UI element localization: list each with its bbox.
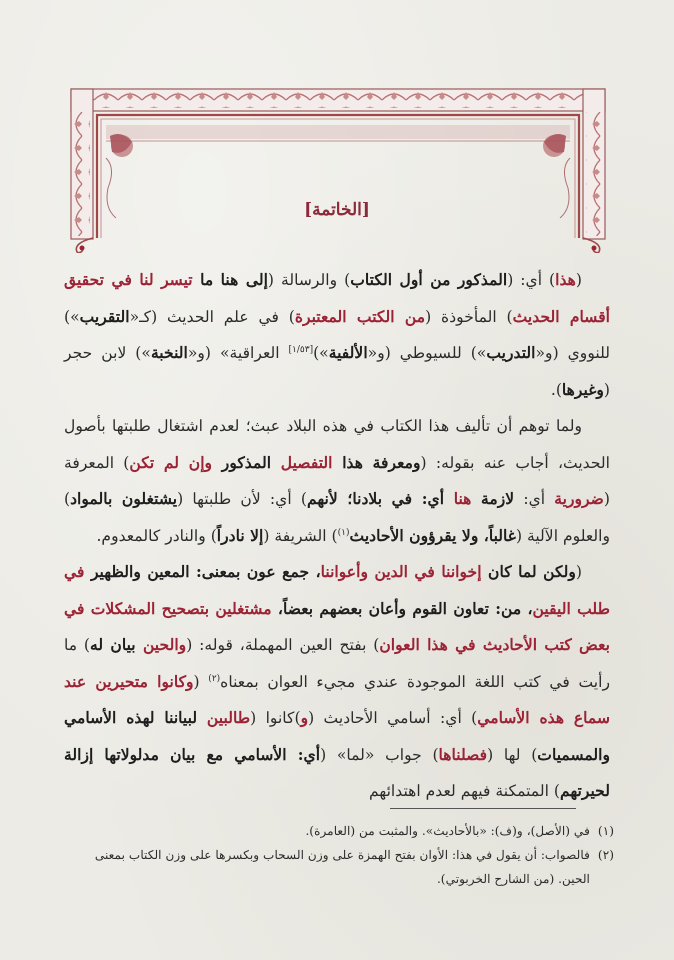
footnotes (70, 819, 614, 891)
text-run: و (300, 708, 309, 727)
text-run: )كانوا ( (250, 709, 301, 727)
text-run: ) المتمكنة فيهم لعدم اهتدائهم (369, 782, 560, 800)
text-run: بيان له (90, 635, 143, 654)
text-run: طالبين (206, 708, 251, 727)
text-run: المذكور من أول الكتاب (350, 270, 508, 289)
text-run: ضرورية (554, 489, 604, 508)
ornament-border-icon (70, 88, 606, 253)
text-run: وغيرها (561, 379, 604, 399)
text-run: وإن لم تكن (129, 452, 213, 472)
text-run: ») لابن حجر ( (64, 344, 610, 399)
footnote-1 (70, 819, 614, 843)
footnote-reference: [١/٥٣] (288, 344, 314, 355)
text-run: ( (575, 271, 582, 289)
text-run: ، جمع عون بمعنى: المعين والظهير (84, 562, 321, 581)
text-run: ) المعرفة ( (64, 453, 610, 508)
body-text (64, 262, 610, 810)
text-run: إلا نادراً (216, 525, 264, 545)
text-run: ( (193, 672, 209, 691)
footnote-reference: (٢) (208, 673, 221, 684)
paragraph-1 (64, 262, 610, 408)
text-run: غالباً، ولا يقرؤون الأحاديث (349, 525, 516, 545)
text-run: أي: الأسامي مع بيان مدلولاتها إزالة لحيرتهم (64, 744, 610, 800)
text-run: متحيرين (95, 671, 148, 691)
text-run: ) والنادر كالمعدوم. (96, 526, 217, 545)
text-run: الألفية (328, 343, 368, 362)
text-run: مشتغلين بتصحيح المشكلات في بعض كتب الأحاديث في هذا العوان (64, 598, 611, 654)
text-run: ) والرسالة ( (267, 271, 351, 289)
text-run: ) المأخوذة ( (425, 307, 513, 326)
text-run: ) جواب «لما» ( (320, 745, 439, 764)
text-run: ) بفتح العين المهملة، قوله: ( (186, 636, 380, 654)
text-run: ») للسيوطي (و« (367, 344, 487, 362)
text-run: لازمة (471, 489, 515, 508)
text-run: ومعرفة هذا (332, 452, 421, 472)
paragraph-2 (64, 408, 610, 554)
footnote-separator (390, 808, 576, 809)
text-run: وكانوا (147, 671, 194, 691)
footnote-number: (٢) (597, 848, 614, 862)
footnote-text: فالصواب: أن يقول في هذا: الأوان بفتح الهمزة على وزن السحاب وبكسرها على وزن الكتاب بمعنى الحين. (من الشارح الخربوتي). (94, 848, 590, 886)
text-run: ) أي: لأن طلبتها ( (177, 490, 307, 508)
chapter-title: [الخاتمة] (304, 200, 370, 220)
text-run: ( (575, 563, 583, 581)
text-run: ) في علم الحديث (كـ« (129, 307, 295, 326)
text-run: النخبة (150, 343, 188, 362)
text-run: التقريب (79, 306, 130, 326)
text-run: في طلب اليقين (64, 562, 610, 618)
text-run: التدريب (486, 343, 536, 362)
text-run: ») للنووي (و« (64, 307, 611, 362)
text-run: العراقية» (و« (187, 344, 289, 362)
text-run: إلى هنا ما (192, 270, 268, 289)
text-run: هذا (555, 270, 576, 289)
text-run: تيسر لنا في تحقيق أقسام الحديث (64, 270, 610, 326)
text-run: ولكن لما كان (481, 562, 576, 581)
text-run: المذكور (212, 452, 281, 472)
text-run: ) أي: ( (507, 271, 556, 289)
text-run: ) والعلوم الآلية ( (64, 490, 610, 545)
text-run: وأعواننا (320, 562, 375, 581)
text-run: التفصيل (280, 452, 333, 472)
footnote-reference: (١) (337, 527, 350, 538)
footnote-number: (١) (597, 824, 614, 838)
text-run: ») (313, 344, 329, 362)
text-run: ) الشريفة ( (263, 526, 338, 545)
text-run: ) ما رأيت في كتب اللغة الموجودة عندي مجيء العوان بمعناه (64, 636, 610, 691)
text-run: لبياننا لهذه الأسامي والمسميات (64, 708, 610, 764)
text-run: عند سماع هذه الأسامي (64, 671, 611, 727)
footnote-text: في (الأصل)، و(ف): «بالأحاديث». والمثبت من (العامرة). (305, 824, 590, 838)
text-run: هنا (453, 489, 472, 508)
text-run: من الكتب المعتبرة (294, 306, 426, 326)
text-run: لأنهم (306, 489, 338, 508)
paragraph-3 (64, 554, 610, 810)
text-run: ) أي: أسامي الأحاديث ( (308, 709, 478, 727)
text-run: ). (550, 380, 562, 399)
text-run: فصلناها (438, 744, 488, 764)
text-run: ، من: تعاون القوم وأعان بعضهم بعضاً، (271, 598, 533, 618)
text-run: إخواننا في الدين (374, 562, 482, 581)
text-run: ) لها ( (487, 745, 538, 764)
text-run: يشتغلون بالمواد (70, 489, 178, 508)
ornamental-header-frame (70, 88, 606, 253)
text-run: والحين (142, 635, 187, 654)
text-run: أي: (514, 490, 555, 508)
footnote-2 (70, 843, 614, 891)
text-run: أي: في بلادنا؛ (337, 489, 454, 508)
text-run: ولما توهم أن تأليف هذا الكتاب في هذه البلاد عبث؛ لعدم اشتغال طلبتها بأصول الحديث، أجاب عنه بقوله: ( (64, 417, 610, 472)
